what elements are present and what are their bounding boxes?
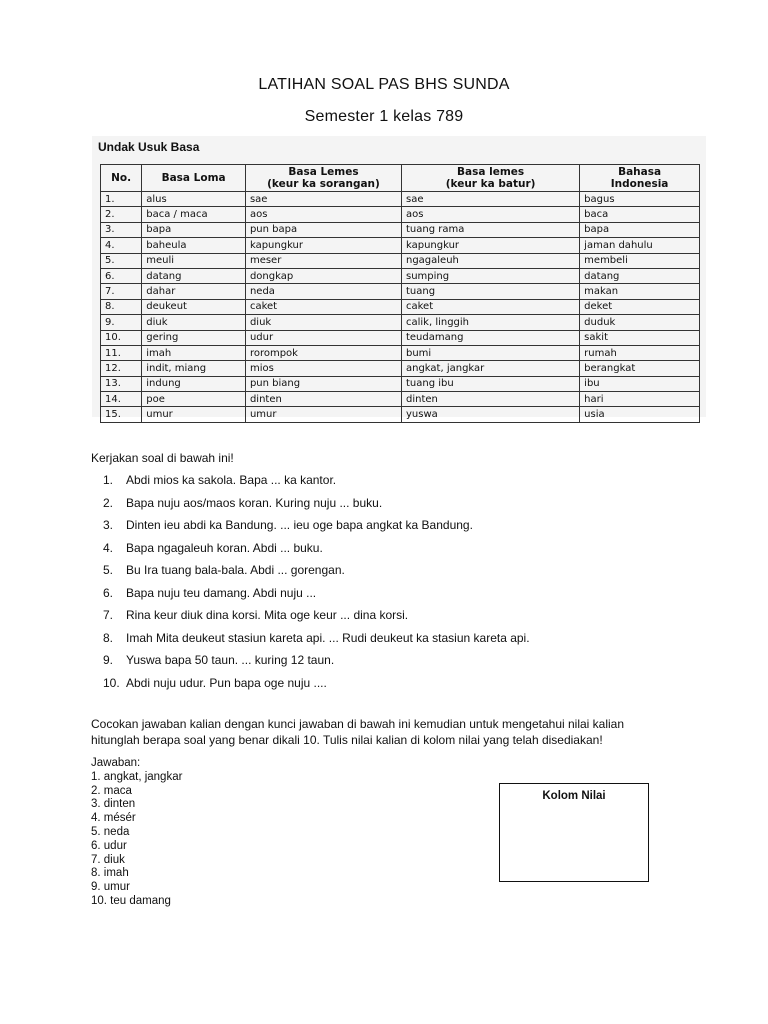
table-row (101, 345, 700, 360)
header-no: No. (101, 165, 142, 192)
table-row (101, 376, 700, 391)
cell-loma: diuk (142, 315, 246, 330)
cell-sorangan: dongkap (245, 268, 401, 283)
question-text: Abdi mios ka sakola. Bapa ... ka kantor. (126, 473, 337, 487)
cell-batur: tuang ibu (401, 376, 579, 391)
cell-indonesia: duduk (580, 315, 700, 330)
table-row (101, 361, 700, 376)
question-item (91, 607, 530, 630)
answer-item: 9. umur (91, 881, 130, 894)
cell-loma: alus (142, 192, 246, 207)
question-text: Rina keur diuk dina korsi. Mita oge keur ... dina korsi. (126, 608, 409, 622)
cell-sorangan: umur (245, 407, 401, 422)
cell-batur: sumping (401, 268, 579, 283)
question-item (91, 495, 530, 518)
question-item (91, 652, 530, 675)
cell-indonesia: datang (580, 268, 700, 283)
header-line: (keur ka batur) (445, 178, 536, 190)
question-number: 6. (103, 585, 114, 600)
question-item (91, 517, 530, 540)
answer-key-label: Jawaban: (91, 757, 141, 769)
cell-batur: aos (401, 207, 579, 222)
question-text: Abdi nuju udur. Pun bapa oge nuju .... (126, 675, 327, 690)
cell-indonesia: bagus (580, 192, 700, 207)
cell-batur: sae (401, 192, 579, 207)
table-row (101, 407, 700, 422)
cell-loma: umur (142, 407, 246, 422)
cell-batur: yuswa (401, 407, 579, 422)
cell-no: 1. (101, 192, 142, 207)
cell-indonesia: sakit (580, 330, 700, 345)
answer-item: 6. udur (91, 839, 127, 852)
cell-indonesia: rumah (580, 345, 700, 360)
cell-loma: poe (142, 392, 246, 407)
cell-loma: indung (142, 376, 246, 391)
header-basa-lemes-sorangan (245, 165, 401, 192)
cell-sorangan: caket (245, 299, 401, 314)
cell-loma: dahar (142, 284, 246, 299)
cell-batur: bumi (401, 345, 579, 360)
header-line: Basa Lemes (288, 166, 359, 178)
cell-no: 5. (101, 253, 142, 268)
cell-sorangan: meser (245, 253, 401, 268)
header-basa-lemes-batur (401, 165, 579, 192)
table-row (101, 222, 700, 237)
cell-batur: angkat, jangkar (401, 361, 579, 376)
question-item (91, 630, 530, 653)
question-number: 2. (103, 495, 114, 510)
question-text: Bapa nuju teu damang. Abdi nuju ... (126, 585, 317, 600)
question-text: Bapa nuju aos/maos koran. Kuring nuju ... buku. (126, 495, 383, 510)
cell-batur: dinten (401, 392, 579, 407)
cell-batur: teudamang (401, 330, 579, 345)
page-title: LATIHAN SOAL PAS BHS SUNDA (258, 76, 510, 93)
score-box[interactable] (499, 783, 649, 882)
cell-batur: tuang rama (401, 222, 579, 237)
cell-indonesia: hari (580, 392, 700, 407)
question-number: 9. (103, 653, 114, 667)
page-subtitle: Semester 1 kelas 789 (304, 108, 464, 125)
cell-indonesia: berangkat (580, 361, 700, 376)
cell-loma: datang (142, 268, 246, 283)
question-text: Imah Mita deukeut stasiun kareta api. ... Rudi deukeut ka stasiun kareta api. (126, 630, 530, 645)
cell-loma: baheula (142, 238, 246, 253)
question-item (91, 675, 530, 698)
cell-no: 6. (101, 268, 142, 283)
cell-sorangan: dinten (245, 392, 401, 407)
matching-instruction-line: Cocokan jawaban kalian dengan kunci jawaban di bawah ini kemudian untuk mengetahui nilai kalian (91, 717, 625, 731)
answer-item: 4. mésér (91, 812, 136, 825)
cell-sorangan: neda (245, 284, 401, 299)
cell-no: 7. (101, 284, 142, 299)
question-number: 8. (103, 630, 114, 645)
question-text: Bapa ngagaleuh koran. Abdi ... buku. (126, 540, 323, 555)
answer-key (91, 757, 182, 909)
answer-item: 1. angkat, jangkar (91, 770, 183, 783)
cell-indonesia: jaman dahulu (580, 238, 700, 253)
answer-item: 7. diuk (91, 853, 125, 866)
cell-no: 3. (101, 222, 142, 237)
cell-loma: bapa (142, 222, 246, 237)
question-list (91, 472, 530, 697)
cell-no: 2. (101, 207, 142, 222)
answer-item: 10. teu damang (91, 894, 171, 907)
cell-no: 11. (101, 345, 142, 360)
cell-indonesia: bapa (580, 222, 700, 237)
table-caption: Undak Usuk Basa (98, 140, 200, 154)
undak-usuk-table-image (92, 136, 706, 421)
header-basa-loma: Basa Loma (142, 165, 246, 192)
table-row (101, 284, 700, 299)
cell-indonesia: makan (580, 284, 700, 299)
instruction-text: Kerjakan soal di bawah ini! (91, 451, 234, 465)
cell-batur: tuang (401, 284, 579, 299)
cell-sorangan: pun biang (245, 376, 401, 391)
cell-no: 13. (101, 376, 142, 391)
cell-sorangan: rorompok (245, 345, 401, 360)
answer-item: 2. maca (91, 784, 132, 797)
cell-sorangan: udur (245, 330, 401, 345)
question-number: 3. (103, 518, 114, 532)
cell-loma: deukeut (142, 299, 246, 314)
question-text: Yuswa bapa 50 taun. ... kuring 12 taun. (126, 653, 335, 667)
undak-usuk-table (100, 164, 700, 423)
question-number: 5. (103, 563, 114, 577)
cell-no: 9. (101, 315, 142, 330)
question-number: 7. (103, 608, 114, 622)
question-text: Dinten ieu abdi ka Bandung. ... ieu oge bapa angkat ka Bandung. (126, 518, 473, 532)
table-row (101, 238, 700, 253)
cell-sorangan: sae (245, 192, 401, 207)
table-header-row (101, 165, 700, 192)
table-row (101, 392, 700, 407)
question-item (91, 562, 530, 585)
cell-batur: caket (401, 299, 579, 314)
question-text: Bu Ira tuang bala-bala. Abdi ... gorengan. (126, 563, 345, 577)
cell-sorangan: diuk (245, 315, 401, 330)
cell-indonesia: membeli (580, 253, 700, 268)
header-line: Basa lemes (457, 166, 525, 178)
question-number: 1. (103, 473, 114, 487)
table-row (101, 330, 700, 345)
cell-loma: baca / maca (142, 207, 246, 222)
question-item (91, 585, 530, 608)
table-row (101, 207, 700, 222)
cell-no: 8. (101, 299, 142, 314)
cell-loma: meuli (142, 253, 246, 268)
score-box-label: Kolom Nilai (542, 790, 606, 802)
cell-indonesia: ibu (580, 376, 700, 391)
matching-instruction (91, 716, 691, 748)
cell-sorangan: mios (245, 361, 401, 376)
cell-sorangan: aos (245, 207, 401, 222)
table-row (101, 268, 700, 283)
cell-sorangan: pun bapa (245, 222, 401, 237)
cell-sorangan: kapungkur (245, 238, 401, 253)
table-row (101, 315, 700, 330)
cell-batur: calik, linggih (401, 315, 579, 330)
table-row (101, 253, 700, 268)
cell-loma: imah (142, 345, 246, 360)
header-line: Bahasa (618, 166, 662, 178)
cell-indonesia: baca (580, 207, 700, 222)
answer-item: 8. imah (91, 867, 129, 880)
table-row (101, 192, 700, 207)
cell-loma: indit, miang (142, 361, 246, 376)
cell-batur: kapungkur (401, 238, 579, 253)
answer-item: 3. dinten (91, 798, 136, 811)
header-bahasa-indonesia (580, 165, 700, 192)
cell-no: 12. (101, 361, 142, 376)
question-item (91, 472, 530, 495)
question-item (91, 540, 530, 563)
answer-item: 5. neda (91, 825, 130, 838)
cell-batur: ngagaleuh (401, 253, 579, 268)
cell-no: 15. (101, 407, 142, 422)
question-number: 10. (103, 675, 120, 690)
header-line: Indonesia (610, 178, 669, 190)
matching-instruction-line: hitunglah berapa soal yang benar dikali 10. Tulis nilai kalian di kolom nilai yang telah disediakan! (91, 733, 603, 747)
cell-loma: gering (142, 330, 246, 345)
table-row (101, 299, 700, 314)
cell-no: 14. (101, 392, 142, 407)
cell-no: 10. (101, 330, 142, 345)
cell-indonesia: deket (580, 299, 700, 314)
header-line: (keur ka sorangan) (267, 178, 380, 190)
cell-indonesia: usia (580, 407, 700, 422)
question-number: 4. (103, 540, 114, 555)
cell-no: 4. (101, 238, 142, 253)
